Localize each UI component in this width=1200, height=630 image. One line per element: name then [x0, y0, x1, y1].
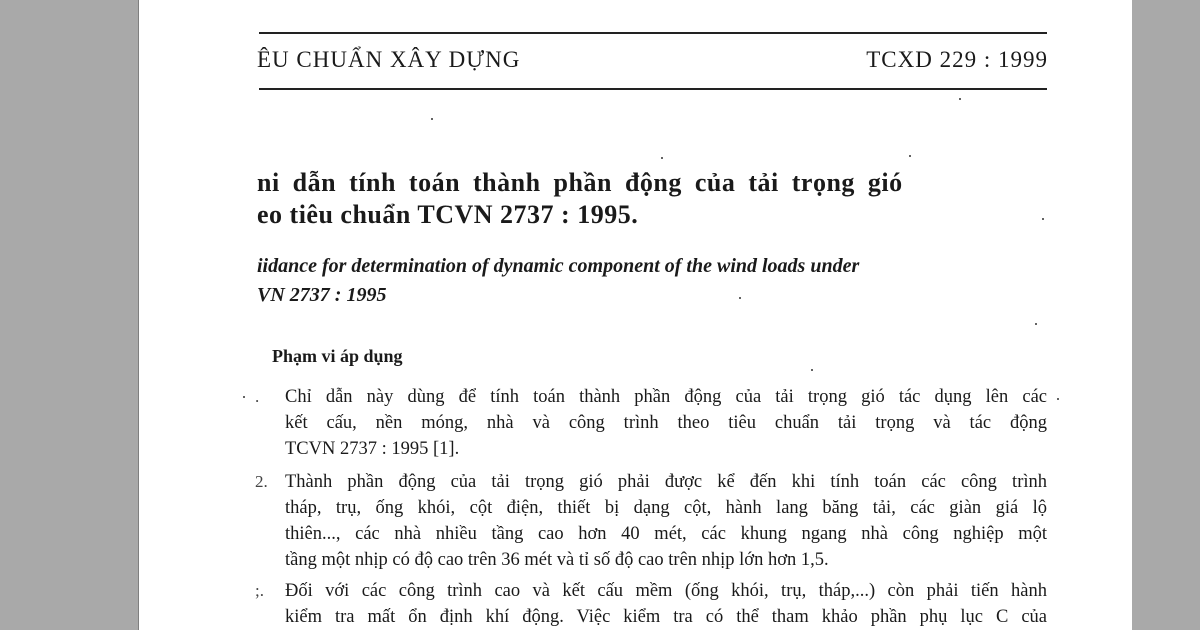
- scan-speck: [811, 369, 813, 371]
- viewer-right-margin: [1132, 0, 1200, 630]
- paragraph-line: thiên..., các nhà nhiều tầng cao hơn 40 mét, các khung ngang nhà công nghiệp một: [285, 524, 1047, 544]
- paragraph-1: [255, 384, 1047, 462]
- viewer-left-margin: [0, 0, 138, 630]
- paragraph-line: TCVN 2737 : 1995 [1].: [285, 439, 460, 459]
- scan-speck: [661, 157, 663, 159]
- document-title: [257, 167, 1047, 231]
- scan-speck: [1057, 398, 1059, 400]
- header-standard-name: ÊU CHUẨN XÂY DỰNG: [257, 47, 521, 72]
- header-top-rule: [259, 32, 1047, 34]
- document-page: [138, 0, 1133, 630]
- title-line-2: eo tiêu chuẩn TCVN 2737 : 1995.: [257, 200, 639, 229]
- paragraph-line: Chỉ dẫn này dùng để tính toán thành phần động của tải trọng gió tác dụng lên các: [285, 387, 1047, 407]
- paragraph-3: [255, 578, 1047, 630]
- scan-speck: [1042, 218, 1044, 220]
- subtitle-line-2: VN 2737 : 1995: [257, 284, 387, 306]
- paragraph-line: tầng một nhịp có độ cao trên 36 mét và tỉ số độ cao trên nhịp lớn hơn 1,5.: [285, 550, 829, 570]
- paragraph-line: kiểm tra mất ổn định khí động. Việc kiểm tra có thể tham khảo phần phụ lục C của: [285, 607, 1047, 627]
- paragraph-line: Đối với các công trình cao và kết cấu mềm (ống khói, trụ, tháp,...) còn phải tiến hành: [285, 581, 1047, 601]
- scan-speck: [739, 297, 741, 299]
- scan-speck: [959, 98, 961, 100]
- paragraph-line: Thành phần động của tải trọng gió phải được kể đến khi tính toán các công trình: [285, 472, 1047, 492]
- paragraph-number: ;.: [255, 581, 264, 600]
- paragraph-line: tháp, trụ, ống khói, cột điện, thiết bị dạng cột, hành lang băng tải, các giàn giá lộ: [285, 498, 1047, 518]
- header-bottom-rule: [259, 88, 1047, 90]
- paragraph-number: 2.: [255, 472, 268, 491]
- section-heading: Phạm vi áp dụng: [272, 346, 403, 366]
- document-subtitle-english: [257, 252, 1047, 310]
- scan-speck: [431, 118, 433, 120]
- paragraph-number: .: [255, 387, 260, 406]
- paragraph-line: kết cấu, nền móng, nhà và công trình theo tiêu chuẩn tải trọng và tác động: [285, 413, 1047, 433]
- header-standard-code: TCXD 229 : 1999: [866, 47, 1048, 72]
- scan-speck: [909, 155, 911, 157]
- title-line-1: ni dẫn tính toán thành phần động của tải trọng gió: [257, 168, 903, 197]
- subtitle-line-1: iidance for determination of dynamic component of the wind loads under: [257, 255, 860, 277]
- scan-speck: [243, 396, 245, 398]
- paragraph-2: [255, 469, 1047, 573]
- scan-speck: [1035, 323, 1037, 325]
